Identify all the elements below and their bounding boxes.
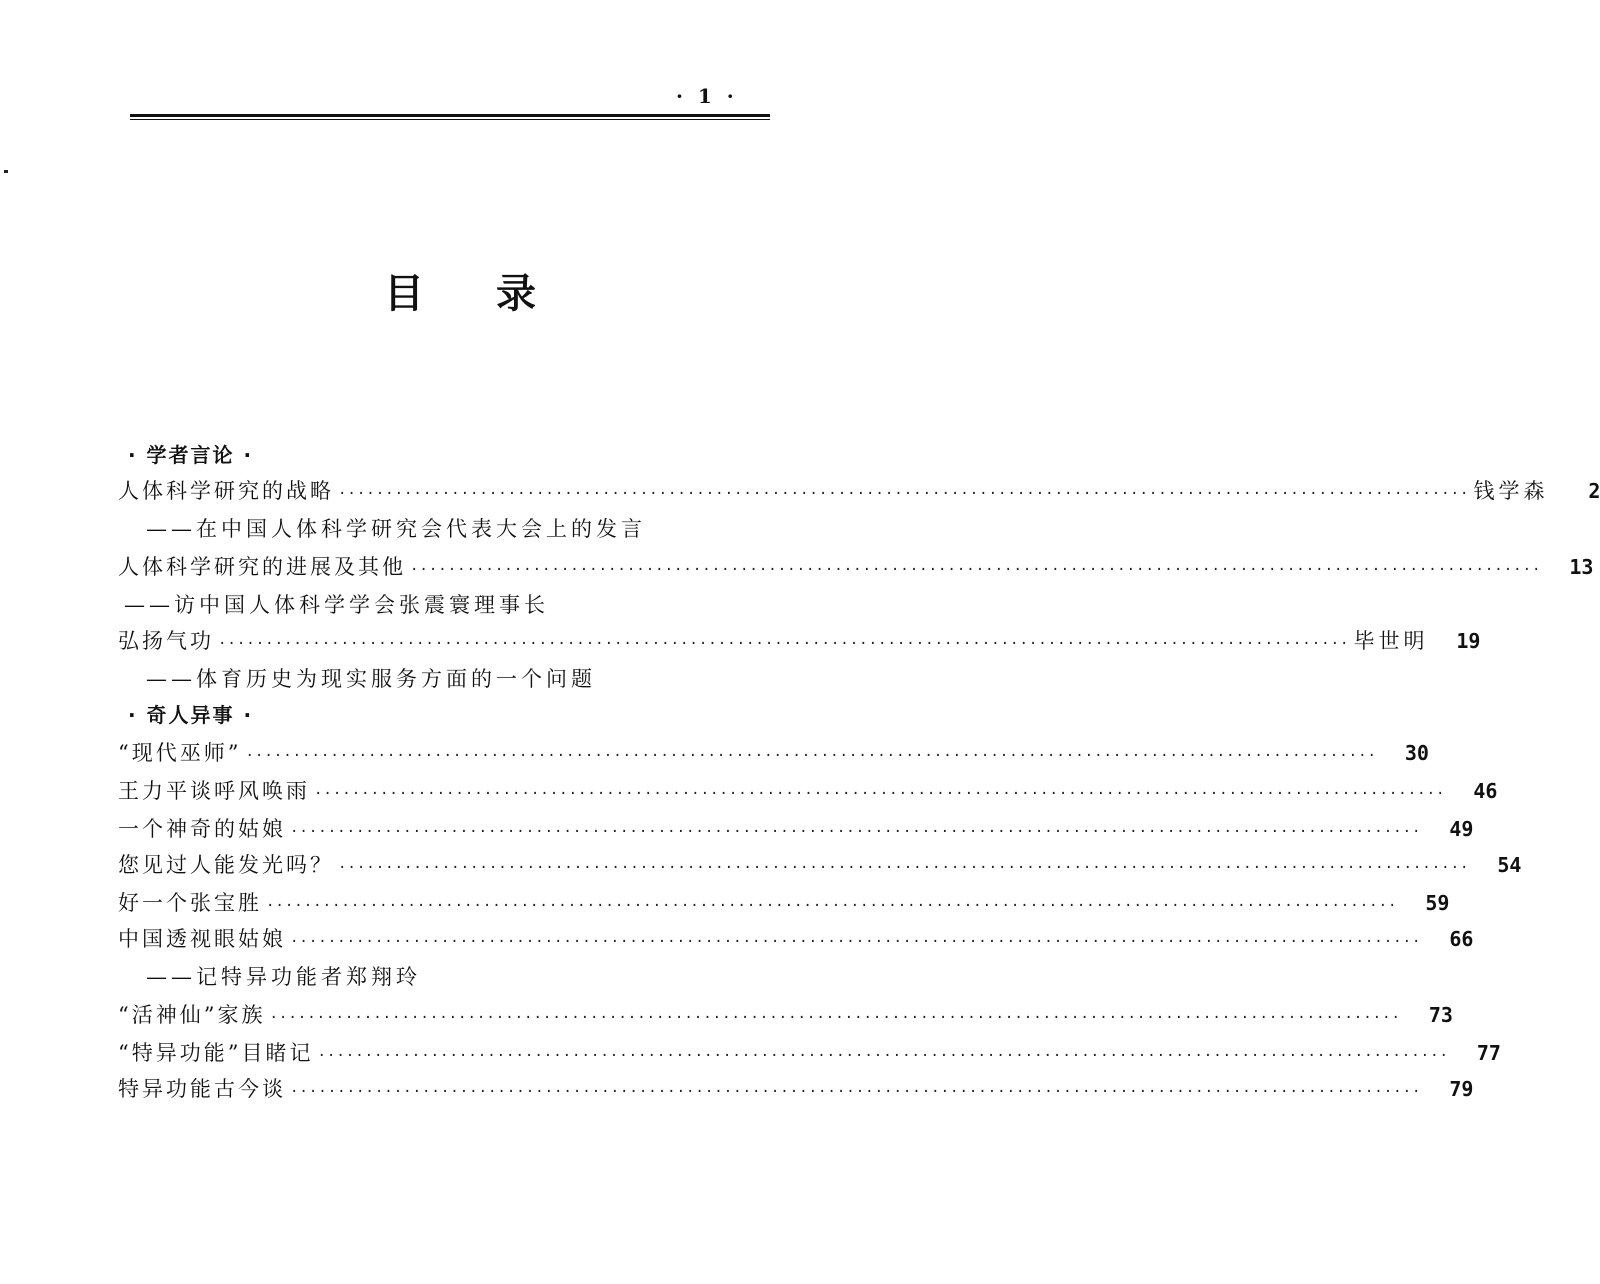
toc-entry	[118, 814, 1474, 844]
toc-entry	[118, 888, 1450, 918]
entry-subtitle: ——在中国人体科学研究会代表大会上的发言	[146, 517, 646, 541]
entry-subtitle: ——体育历史为现实服务方面的一个问题	[146, 667, 596, 691]
leader-dots: ························································································································	[314, 786, 1446, 802]
toc-entry	[118, 552, 1594, 582]
entry-page-number: 2	[1588, 479, 1600, 503]
entry-title: 人体科学研究的进展及其他	[118, 555, 406, 579]
entry-title: 中国透视眼姑娘	[118, 927, 286, 951]
entry-title: 弘扬气功	[118, 629, 214, 653]
toc-entry	[118, 924, 1474, 954]
entry-title: 特异功能古今谈	[118, 1077, 286, 1101]
entry-title: 一个神奇的姑娘	[118, 817, 286, 841]
leader-dots: ························································································································	[338, 860, 1470, 876]
entry-page-number: 79	[1449, 1077, 1474, 1101]
leader-dots: ························································································································	[269, 1010, 1401, 1026]
page-title: 目录	[384, 271, 608, 317]
section-heading: · 奇人异事 ·	[128, 703, 254, 727]
entry-title: “特异功能”目睹记	[118, 1041, 314, 1065]
entry-title: 人体科学研究的战略	[118, 479, 334, 503]
leader-dots: ························································································································	[290, 934, 1422, 950]
toc-entry	[118, 1000, 1453, 1030]
toc-entry	[118, 476, 1600, 506]
section-heading: · 学者言论 ·	[128, 443, 254, 467]
leader-dots: ························································································································	[266, 898, 1398, 914]
leader-dots: ························································································································	[218, 636, 1350, 652]
entry-subtitle: ——记特异功能者郑翔玲	[146, 965, 421, 989]
entry-page-number: 49	[1449, 817, 1474, 841]
entry-page-number: 30	[1404, 741, 1429, 765]
toc-entry	[118, 626, 1481, 656]
entry-page-number: 77	[1476, 1041, 1501, 1065]
entry-author: 毕世明	[1353, 629, 1429, 653]
entry-title: “活神仙”家族	[118, 1003, 266, 1027]
entry-page-number: 66	[1449, 927, 1474, 951]
leader-dots: ························································································································	[410, 562, 1542, 578]
entry-title: 您见过人能发光吗？	[118, 853, 334, 877]
leader-dots: ························································································································	[317, 1048, 1449, 1064]
entry-title: “现代巫师”	[118, 741, 242, 765]
toc-entry	[118, 1038, 1501, 1068]
leader-dots: ························································································································	[290, 824, 1422, 840]
entry-page-number: 19	[1456, 629, 1481, 653]
leader-dots: ························································································································	[290, 1084, 1422, 1100]
entry-subtitle: ——访中国人体科学学会张震寰理事长	[124, 593, 549, 617]
entry-page-number: 46	[1473, 779, 1498, 803]
page-number: · 1 ·	[676, 84, 738, 108]
toc-entry	[118, 738, 1429, 768]
entry-title: 好一个张宝胜	[118, 891, 262, 915]
leader-dots: ························································································································	[338, 486, 1470, 502]
toc-entry	[118, 776, 1498, 806]
entry-page-number: 73	[1428, 1003, 1453, 1027]
entry-page-number: 54	[1497, 853, 1522, 877]
toc-entry	[118, 850, 1522, 880]
entry-title: 王力平谈呼风唤雨	[118, 779, 310, 803]
entry-page-number: 13	[1569, 555, 1594, 579]
leader-dots: ························································································································	[245, 748, 1377, 764]
toc-entry	[118, 1074, 1474, 1104]
entry-author: 钱学森	[1473, 479, 1549, 503]
entry-page-number: 59	[1425, 891, 1450, 915]
